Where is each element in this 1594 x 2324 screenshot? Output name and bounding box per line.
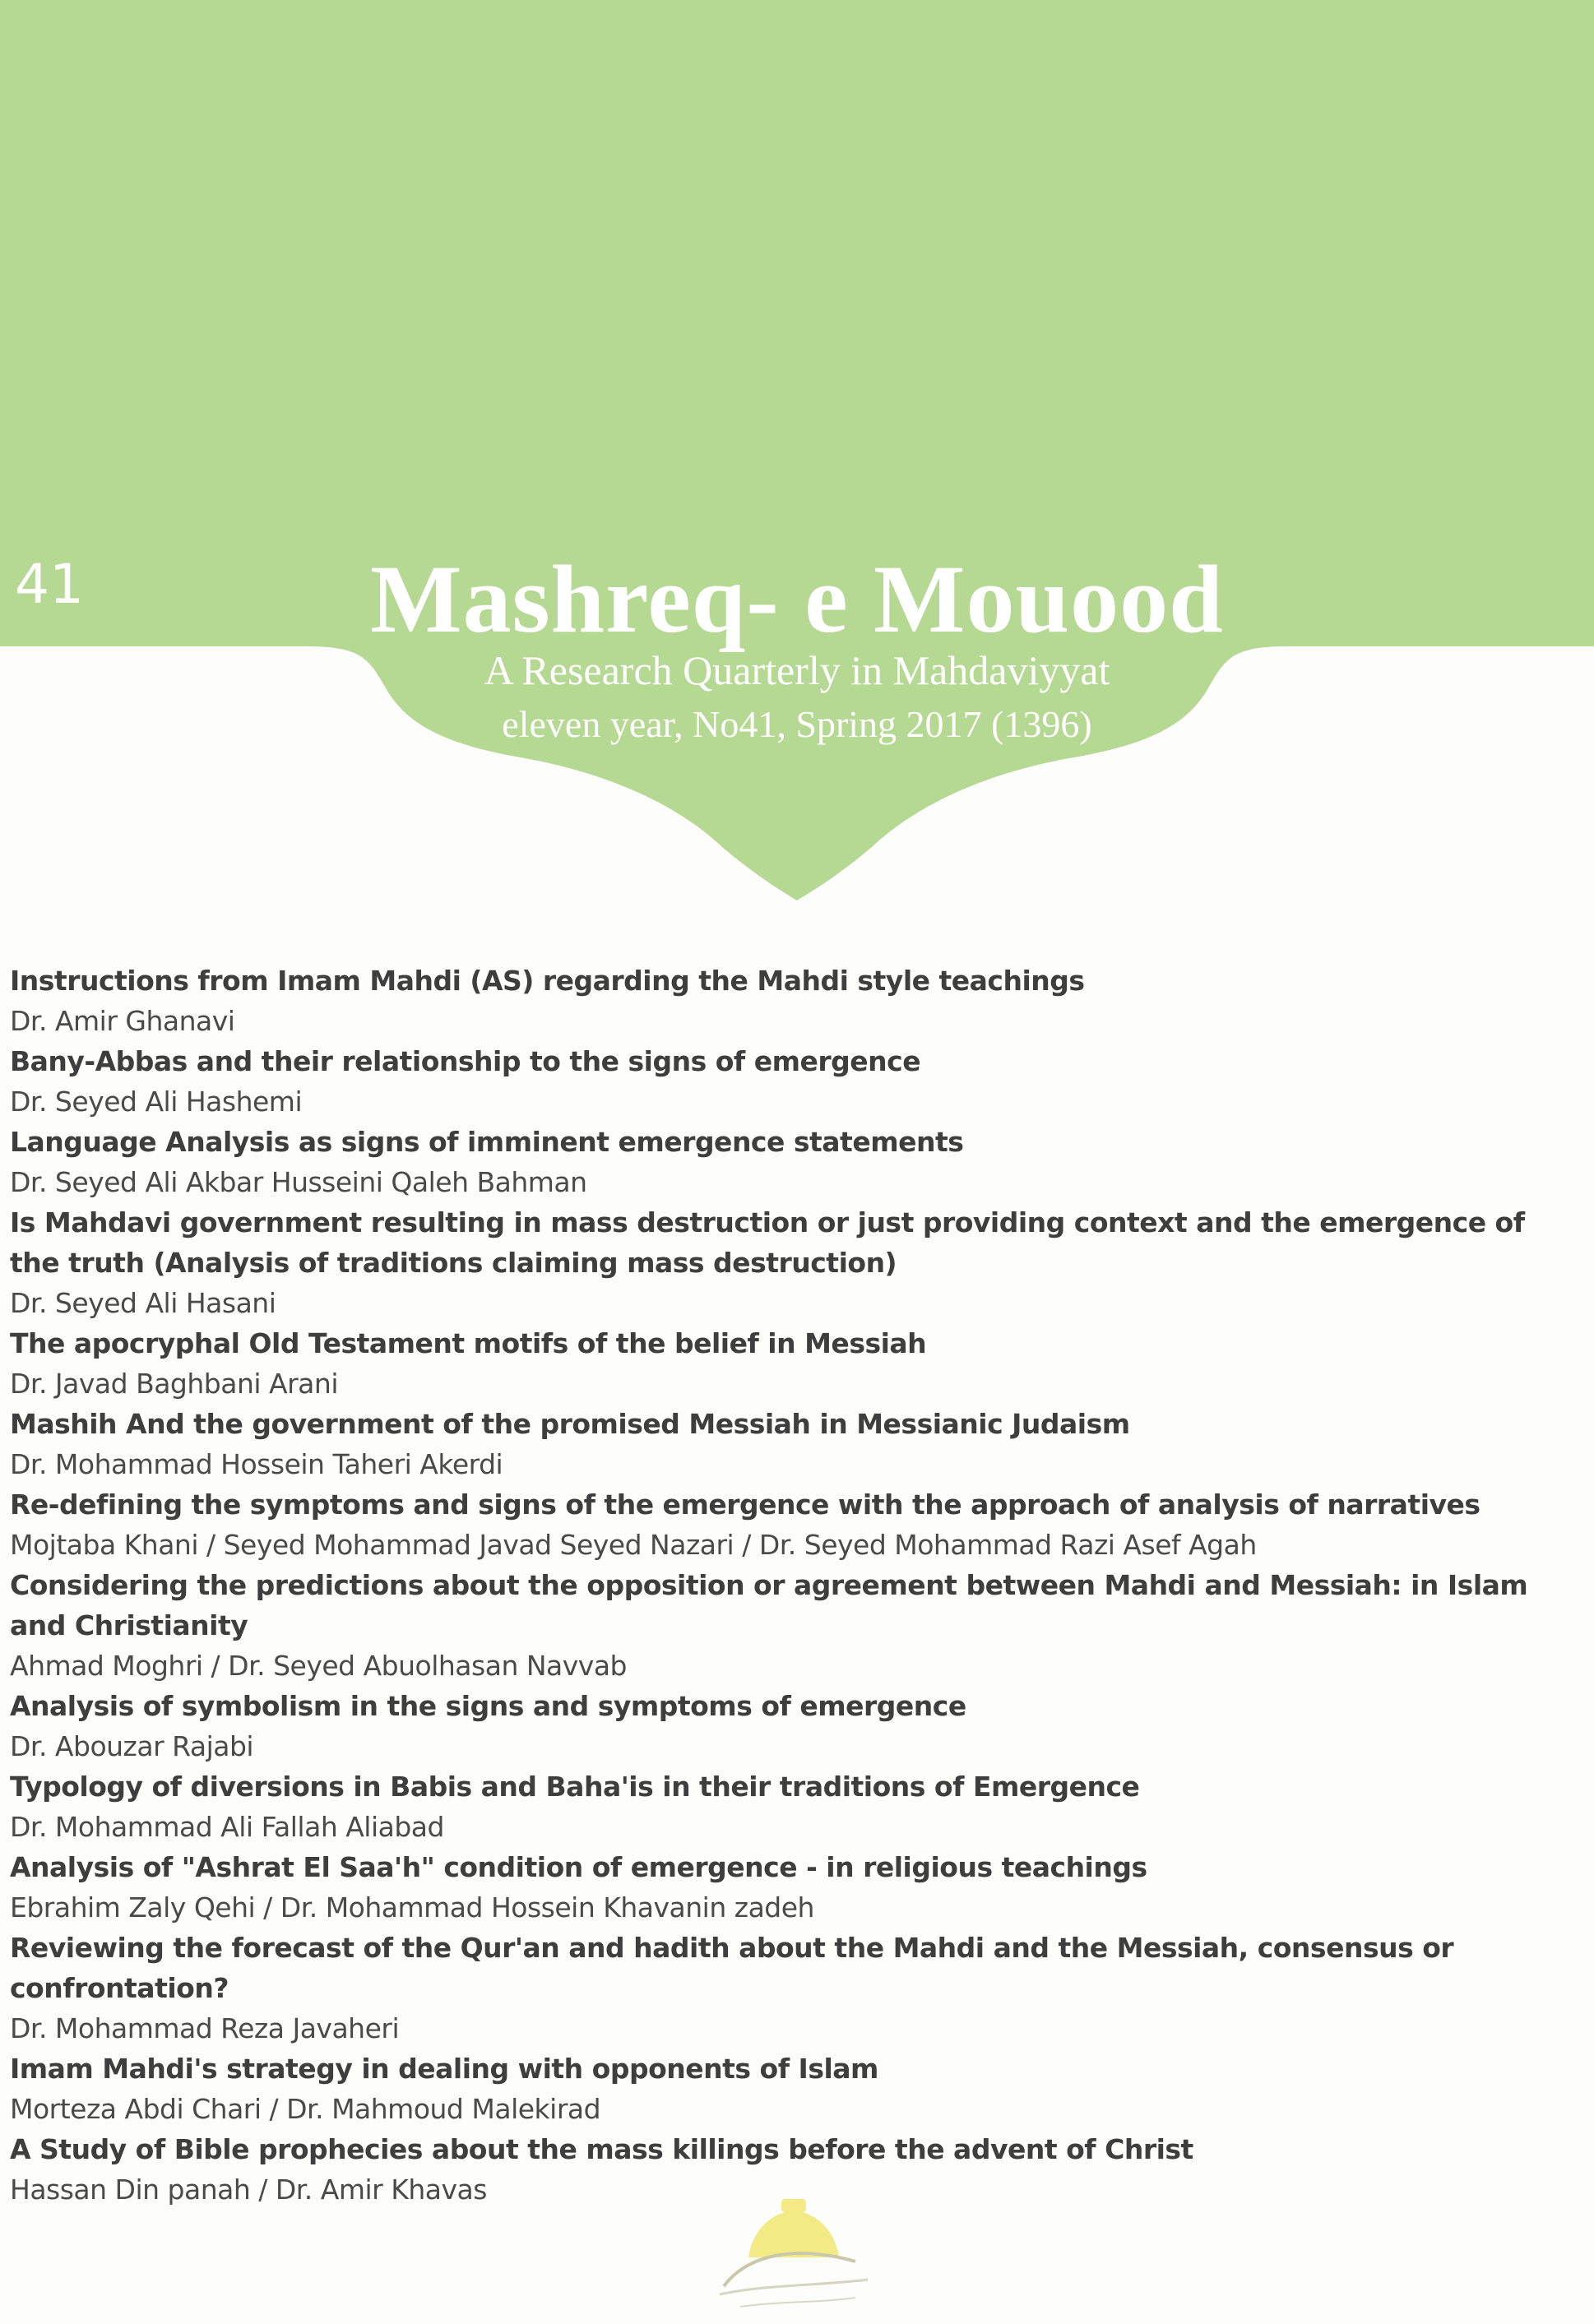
article-title: Bany-Abbas and their relationship to the signs of emergence — [10, 1045, 921, 1077]
toc-entry — [10, 1122, 1581, 1202]
article-title: Is Mahdavi government resulting in mass destruction or just providing context and the emergence of the truth (Analysis of traditions claiming mass destruction) — [10, 1206, 1525, 1279]
article-title: Mashih And the government of the promised Messiah in Messianic Judaism — [10, 1408, 1130, 1440]
article-title: Re-defining the symptoms and signs of the emergence with the approach of analysis of narratives — [10, 1488, 1480, 1521]
header-background — [0, 0, 1594, 905]
article-title: Imam Mahdi's strategy in dealing with opponents of Islam — [10, 2053, 878, 2085]
toc-entry — [10, 1202, 1581, 1323]
article-authors: Ahmad Moghri / Dr. Seyed Abuolhasan Navvab — [10, 1650, 627, 1682]
toc-entry — [10, 2049, 1581, 2129]
table-of-contents — [10, 961, 1581, 2210]
toc-entry — [10, 1484, 1581, 1565]
article-authors: Dr. Javad Baghbani Arani — [10, 1368, 338, 1400]
header-green-band — [0, 0, 1594, 900]
journal-subtitle: A Research Quarterly in Mahdaviyyat — [484, 647, 1110, 693]
toc-entry — [10, 1565, 1581, 1686]
article-title: Instructions from Imam Mahdi (AS) regarding the Mahdi style teachings — [10, 965, 1085, 997]
article-authors: Mojtaba Khani / Seyed Mohammad Javad Seyed Nazari / Dr. Seyed Mohammad Razi Asef Agah — [10, 1529, 1257, 1561]
article-title: The apocryphal Old Testament motifs of the belief in Messiah — [10, 1327, 927, 1359]
toc-entry — [10, 1847, 1581, 1928]
article-title: A Study of Bible prophecies about the mass killings before the advent of Christ — [10, 2133, 1193, 2165]
article-authors: Dr. Mohammad Ali Fallah Aliabad — [10, 1811, 444, 1843]
toc-entry — [10, 961, 1581, 1041]
article-title: Language Analysis as signs of imminent emergence statements — [10, 1126, 964, 1158]
article-authors: Dr. Seyed Ali Akbar Husseini Qaleh Bahman — [10, 1166, 587, 1198]
article-authors: Dr. Seyed Ali Hasani — [10, 1287, 276, 1319]
toc-entry — [10, 1404, 1581, 1484]
article-title: Considering the predictions about the opposition or agreement between Mahdi and Messiah: in Islam and Christianity — [10, 1569, 1528, 1641]
article-title: Typology of diversions in Babis and Baha'is in their traditions of Emergence — [10, 1771, 1140, 1803]
toc-entry — [10, 1928, 1581, 2049]
article-authors: Morteza Abdi Chari / Dr. Mahmoud Malekirad — [10, 2093, 601, 2125]
publisher-logo — [691, 2187, 897, 2315]
article-authors: Hassan Din panah / Dr. Amir Khavas — [10, 2174, 487, 2206]
toc-entry — [10, 1323, 1581, 1404]
article-title: Analysis of symbolism in the signs and symptoms of emergence — [10, 1690, 966, 1722]
article-authors: Dr. Mohammad Reza Javaheri — [10, 2012, 400, 2044]
journal-title: Mashreq- e Mouood — [370, 545, 1224, 653]
issue-info: eleven year, No41, Spring 2017 (1396) — [502, 703, 1092, 745]
toc-entry — [10, 1686, 1581, 1766]
toc-entry — [10, 1041, 1581, 1122]
article-authors: Dr. Abouzar Rajabi — [10, 1730, 254, 1762]
article-authors: Dr. Seyed Ali Hashemi — [10, 1086, 303, 1118]
issue-number: 41 — [15, 553, 84, 616]
article-authors: Dr. Mohammad Hossein Taheri Akerdi — [10, 1448, 503, 1480]
article-title: Analysis of "Ashrat El Saa'h" condition of emergence - in religious teachings — [10, 1851, 1147, 1883]
article-title: Reviewing the forecast of the Qur'an and hadith about the Mahdi and the Messiah, consensus or confrontation? — [10, 1932, 1454, 2004]
article-authors: Ebrahim Zaly Qehi / Dr. Mohammad Hossein Khavanin zadeh — [10, 1891, 814, 1924]
article-authors: Dr. Amir Ghanavi — [10, 1005, 235, 1037]
toc-entry — [10, 1766, 1581, 1847]
